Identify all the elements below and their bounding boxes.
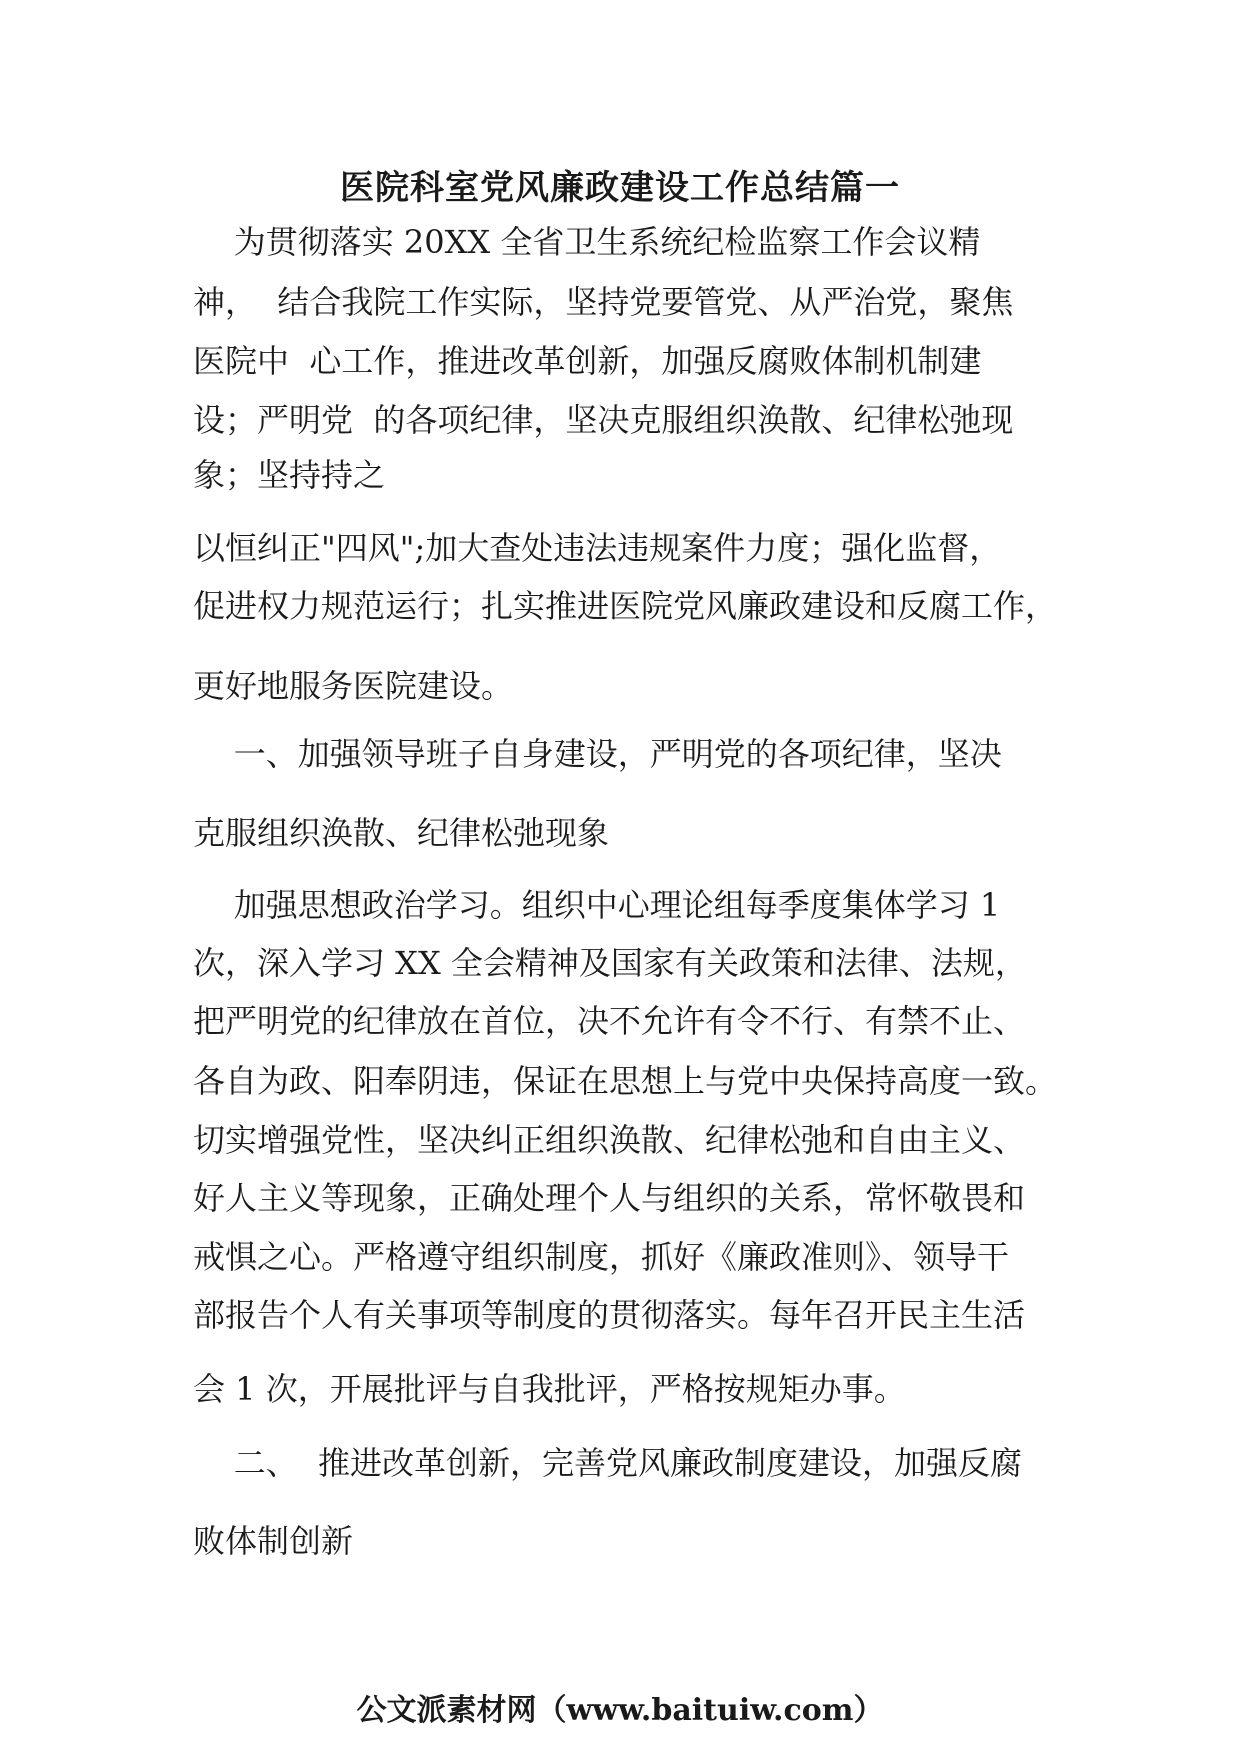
section-heading: 败体制创新 — [193, 1522, 354, 1560]
footer-watermark: 公文派素材网（www.baituiw.com） — [356, 1693, 884, 1728]
body-line: 把严明党的纪律放在首位，决不允许有令不行、有禁不止、 — [193, 1002, 1026, 1040]
body-line: 以恒纠正"四风";加大查处违法违规案件力度；强化监督， — [193, 529, 1002, 567]
body-line: 促进权力规范运行；扎实推进医院党风廉政建设和反腐工作， — [193, 587, 1058, 625]
body-line: 象；坚持持之 — [193, 456, 386, 494]
body-line: 好人主义等现象，正确处理个人与组织的关系，常怀敬畏和 — [193, 1179, 1026, 1217]
body-line: 戒惧之心。严格遵守组织制度，抓好《廉政准则》、领导干 — [193, 1238, 1010, 1276]
body-line: 各自为政、阳奉阴违，保证在思想上与党中央保持高度一致。 — [193, 1062, 1058, 1100]
body-line: 神， 结合我院工作实际，坚持党要管党、从严治党，聚焦 — [193, 283, 1014, 321]
body-line: 医院中 心工作，推进改革创新，加强反腐败体制机制建 — [193, 342, 982, 380]
body-line: 设；严明党 的各项纪律，坚决克服组织涣散、纪律松弛现 — [193, 401, 1014, 439]
body-line: 会 1 次，开展批评与自我批评，严格按规矩办事。 — [193, 1370, 906, 1408]
document-title: 医院科室党风廉政建设工作总结篇一 — [340, 168, 900, 208]
body-line: 加强思想政治学习。组织中心理论组每季度集体学习 1 — [193, 886, 1001, 924]
section-heading: 一、加强领导班子自身建设，严明党的各项纪律，坚决 — [193, 735, 1002, 773]
body-line: 更好地服务医院建设。 — [193, 667, 514, 705]
body-line: 为贯彻落实 20XX 全省卫生系统纪检监察工作会议精 — [193, 223, 981, 261]
section-heading: 二、 推进改革创新，完善党风廉政制度建设，加强反腐 — [193, 1444, 1023, 1482]
body-line: 切实增强党性，坚决纠正组织涣散、纪律松弛和自由主义、 — [193, 1121, 1026, 1159]
section-heading: 克服组织涣散、纪律松弛现象 — [193, 814, 610, 852]
body-line: 部报告个人有关事项等制度的贯彻落实。每年召开民主生活 — [193, 1296, 1026, 1334]
body-line: 次，深入学习 XX 全会精神及国家有关政策和法律、法规， — [193, 944, 1027, 982]
